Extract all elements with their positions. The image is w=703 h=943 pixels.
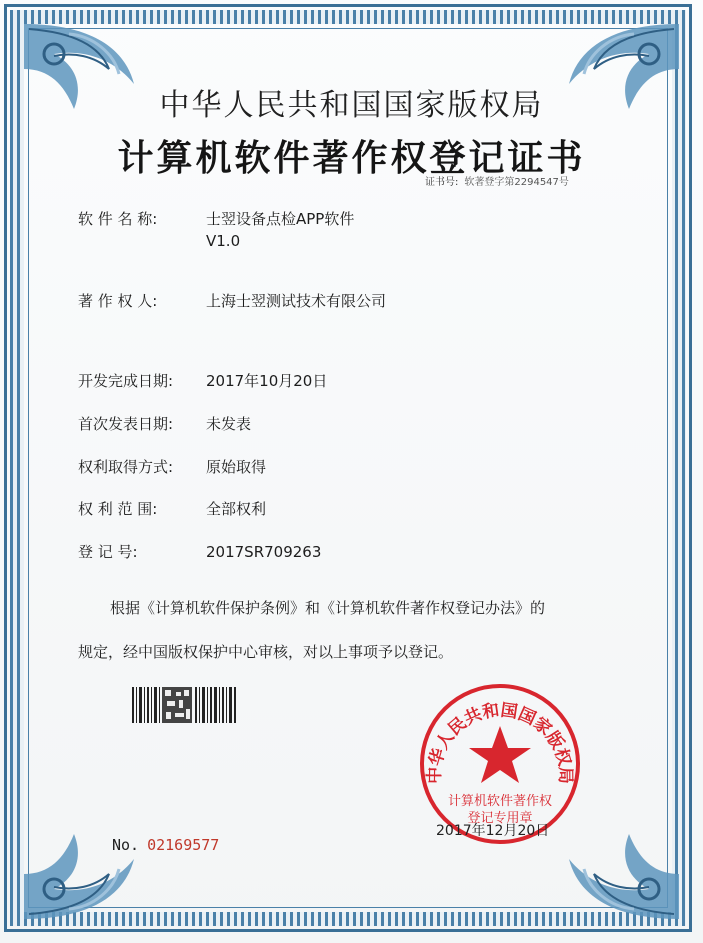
corner-ornament-bottom-left bbox=[14, 779, 164, 929]
owner-value: 上海士翌测试技术有限公司 bbox=[206, 292, 387, 310]
software-name-row bbox=[78, 208, 354, 229]
dev-date-label: 开发完成日期: bbox=[78, 372, 174, 390]
seal-ring-text: 中华人民共和国国家版权局 bbox=[424, 700, 576, 784]
software-name-label: 软 件 名 称: bbox=[78, 210, 158, 228]
registration-label: 登 记 号: bbox=[78, 543, 138, 561]
software-name-value: 士翌设备点检APP软件 bbox=[206, 210, 355, 228]
pub-date-value: 未发表 bbox=[206, 415, 252, 433]
body-paragraph-1: 根据《计算机软件保护条例》和《计算机软件著作权登记办法》的 bbox=[110, 599, 546, 617]
body-paragraph-2: 规定，经中国版权保护中心审核，对以上事项予以登记。 bbox=[78, 643, 454, 661]
qr-barcode bbox=[132, 687, 236, 723]
scope-row bbox=[78, 498, 266, 519]
scope-value: 全部权利 bbox=[206, 500, 267, 518]
registration-number: 2017SR709263 bbox=[206, 543, 322, 561]
seal-line-1: 计算机软件著作权 bbox=[447, 794, 553, 809]
serial-label: No. bbox=[112, 836, 140, 854]
owner-label: 著 作 权 人: bbox=[78, 292, 158, 310]
method-row bbox=[78, 456, 266, 477]
dev-date-value: 2017年10月20日 bbox=[206, 372, 328, 390]
certificate-number bbox=[425, 173, 569, 188]
scope-label: 权 利 范 围: bbox=[78, 500, 158, 518]
serial-number bbox=[112, 836, 219, 854]
pub-date-row bbox=[78, 413, 251, 434]
serial-value: 02169577 bbox=[147, 836, 220, 854]
issuer-title: 中华人民共和国国家版权局 bbox=[159, 88, 544, 123]
pub-date-label: 首次发表日期: bbox=[78, 415, 174, 433]
cert-no-label: 证书号: bbox=[425, 177, 459, 188]
issue-date: 2017年12月20日 bbox=[436, 823, 550, 839]
cert-no-value: 软著登字第2294547号 bbox=[464, 177, 569, 188]
method-label: 权利取得方式: bbox=[78, 458, 174, 476]
seal-star-icon bbox=[469, 726, 531, 783]
owner-row bbox=[78, 290, 386, 311]
registration-row bbox=[78, 541, 321, 562]
dev-date-row bbox=[78, 370, 327, 391]
certificate-title: 计算机软件著作权登记证书 bbox=[117, 138, 586, 179]
seal-line-2: 登记专用章 bbox=[467, 811, 533, 826]
method-value: 原始取得 bbox=[206, 458, 267, 476]
software-version: V1.0 bbox=[206, 232, 241, 250]
